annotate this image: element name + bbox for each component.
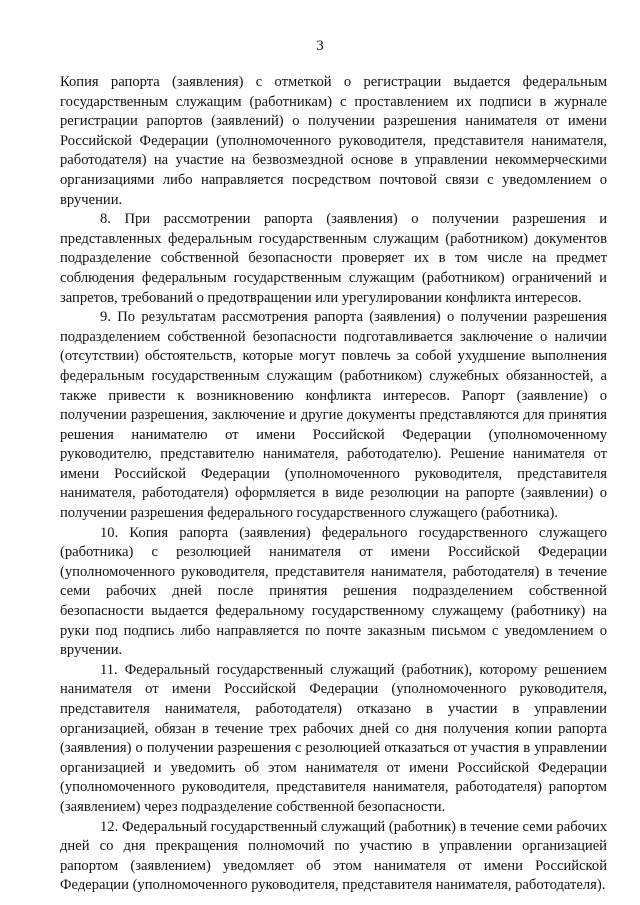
document-body (60, 73, 607, 896)
paragraph-9: 9. По результатам рассмотрения рапорта (заявления) о получении разрешения подразделением собственной безопасности подготавливается заключение о наличии (отсутствии) обстоятельств, которые могут повлечь за собой ухудшение выполнения федеральным государственным служащим (работником) служебных обязанностей, а также привести к возникновению конфликта интересов. Рапорт (заявление) о получении разрешения, заключение и другие документы представляются для принятия решения нанимателю от имени Российской Федерации (уполномоченному руководителю, представителю нанимателя, работодателю). Решение нанимателя от имени Российской Федерации (уполномоченного руководителя, представителя нанимателя, работодателя) оформляется в виде резолюции на рапорте (заявлении) о получении разрешения федерального государственного служащего (работника). (60, 309, 607, 522)
paragraph-copy-report: Копия рапорта (заявления) с отметкой о регистрации выдается федеральным государственным служащим (работникам) с проставлением их подписи в журнале регистрации рапортов (заявлений) о получении разрешения нанимателя от имени Российской Федерации (уполномоченного руководителя, представителя нанимателя, работодателя) на участие на безвозмездной основе в управлении некоммерческими организациями либо направляется посредством почтовой связи с уведомлением о вручении. (60, 74, 607, 208)
paragraph-10: 10. Копия рапорта (заявления) федерального государственного служащего (работника) с резолюцией нанимателя от имени Российской Федерации (уполномоченного руководителя, представителя нанимателя, работодателя) в течение семи рабочих дней после принятия решения подразделением собственной безопасности выдается федеральному государственному служащему (работнику) на руки под подпись либо направляется по почте заказным письмом с уведомлением о вручении. (60, 524, 607, 659)
page-number: 3 (316, 38, 324, 54)
paragraph-8: 8. При рассмотрении рапорта (заявления) о получении разрешения и представленных федеральным государственным служащим (работником) документов подразделение собственной безопасности проверяет их в том числе на предмет соблюдения федеральным государственным служащим (работником) ограничений и запретов, требований о предотвращении или урегулировании конфликта интересов. (60, 211, 607, 306)
paragraph-11: 11. Федеральный государственный служащий (работник), которому решением нанимателя от имени Российской Федерации (уполномоченного руководителя, представителя нанимателя, работодателя) отказано в участии в управлении организацией, обязан в течение трех рабочих дней со дня получения копии рапорта (заявления) о получении разрешения с резолюцией отказаться от участия в управлении организацией и уведомить об этом нанимателя от имени Российской Федерации (уполномоченного руководителя, представителя нанимателя, работодателя) рапортом (заявлением) через подразделение собственной безопасности. (60, 661, 607, 815)
paragraph-12: 12. Федеральный государственный служащий (работник) в течение семи рабочих дней со дня прекращения полномочий по участию в управлении организацией рапортом (заявлением) уведомляет об этом нанимателя от имени Российской Федерации (уполномоченного руководителя, представителя нанимателя, работодателя). (60, 818, 607, 894)
